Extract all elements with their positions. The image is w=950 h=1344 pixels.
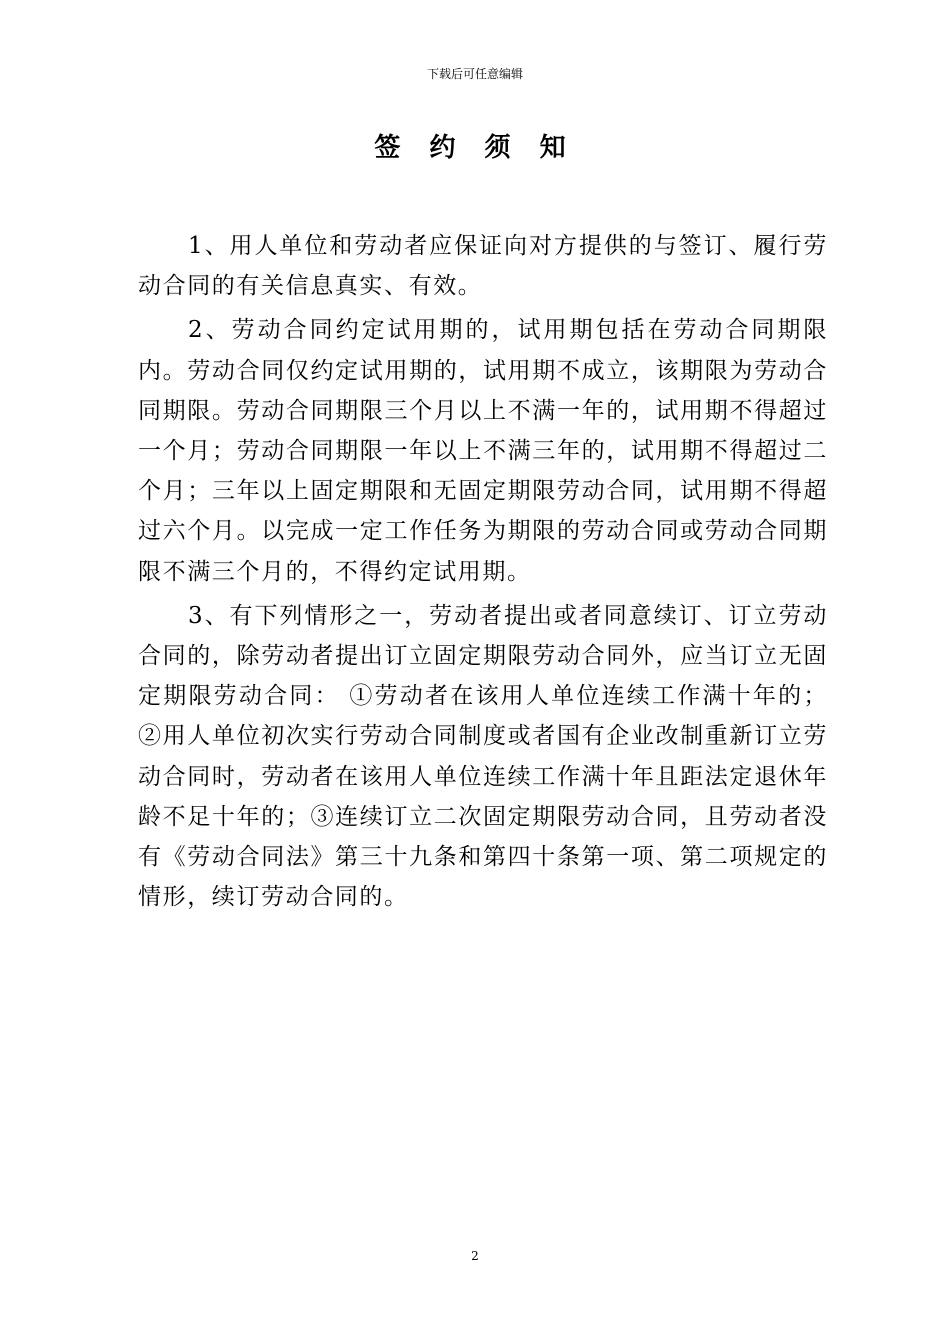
document-body <box>138 226 828 921</box>
page-header-note: 下载后可任意编辑 <box>426 67 523 81</box>
paragraph-3: 3、有下列情形之一，劳动者提出或者同意续订、订立劳动合同的，除劳动者提出订立固定期限劳动合同外，应当订立无固定期限劳动合同： ①劳动者在该用人单位连续工作满十年的；②用人单位初次实行劳动合同制度或者国有企业改制重新订立劳动合同时，劳动者在该用人单位连续工作满十年且距法定退休年龄不足十年的；③连续订立二次固定期限劳动合同，且劳动者没有《劳动合同法》第三十九条和第四十条第一项、第二项规定的情形，续订劳动合同的。 <box>138 602 828 911</box>
paragraph-1: 1、用人单位和劳动者应保证向对方提供的与签订、履行劳动合同的有关信息真实、有效。 <box>138 233 828 300</box>
page-title: 签 约 须 知 <box>374 133 576 163</box>
page-number: 2 <box>471 1249 479 1263</box>
paragraph-2: 2、劳动合同约定试用期的，试用期包括在劳动合同期限内。劳动合同仅约定试用期的，试用期不成立，该期限为劳动合同期限。劳动合同期限三个月以上不满一年的，试用期不得超过一个月；劳动合同期限一年以上不满三年的，试用期不得超过二个月；三年以上固定期限和无固定期限劳动合同，试用期不得超过六个月。以完成一定工作任务为期限的劳动合同或劳动合同期限不满三个月的，不得约定试用期。 <box>138 317 828 585</box>
